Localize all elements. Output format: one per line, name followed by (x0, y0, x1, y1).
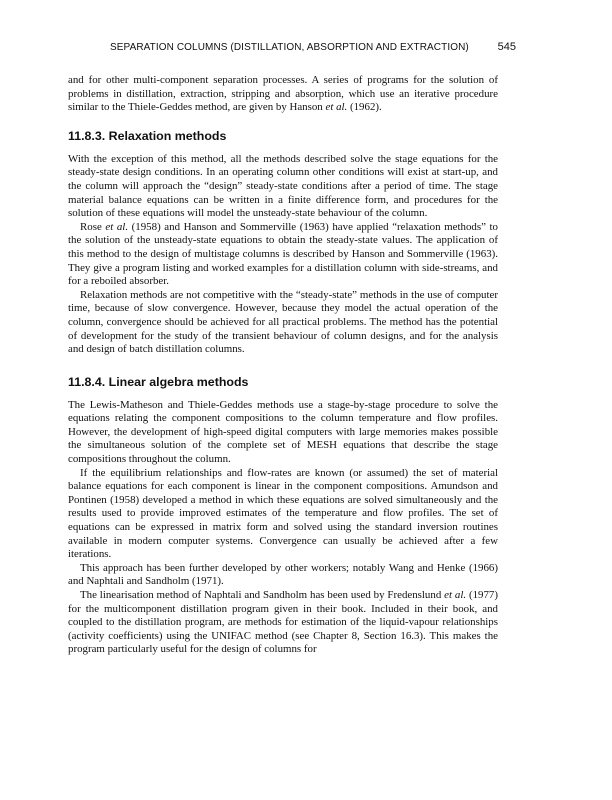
running-header (96, 42, 516, 56)
linear-paragraph-2: If the equilibrium relationships and flow-rates are known (or assumed) the set of material balance equations for each component is linear in the component compositions. Amundson and Pontinen (1958) developed a method in which these equations are solved simultaneously and the results used to provide improved estimates of the temperature and flow profiles. The set of equations can be expressed in matrix form and solved using the standard inversion routines available in modern computer systems. Convergence can usually be achieved after a few iterations. (68, 466, 498, 561)
linear-paragraph-4: The linearisation method of Naphtali and Sandholm has been used by Fredenslund et al. (1977) for the multicomponent distillation program given in their book. Included in their book, and coupled to the distillation program, are methods for estimation of the liquid-vapour relationships (activity coefficients) using the UNIFAC method (see Chapter 8, Section 16.3). This makes the program particularly useful for the design of columns for (68, 589, 499, 656)
relaxation-paragraph-1: With the exception of this method, all the methods described solve the stage equations for the steady-state design conditions. In an operating column other conditions will exist at start-up, and the column will approach the “design” steady-state conditions after a period of time. The stage material balance equations can be written in a finite difference form, and procedures for the solution of these equations will model the unsteady-state behaviour of the column. (68, 152, 498, 220)
section-heading-linear-algebra: 11.8.4. Linear algebra methods (68, 374, 249, 389)
section-heading-relaxation: 11.8.3. Relaxation methods (68, 128, 227, 143)
intro-paragraph: and for other multi-component separation processes. A series of programs for the solution of problems in distillation, extraction, stripping and absorption, which use an iterative procedure similar to the Thiele-Geddes method, are given by Hanson et al. (1962). (68, 74, 498, 114)
running-title: SEPARATION COLUMNS (DISTILLATION, ABSORPTION AND EXTRACTION) (110, 42, 469, 53)
relaxation-paragraph-2: Rose et al. (1958) and Hanson and Sommerville (1963) have applied “relaxation methods” to the solution of the unsteady-state equations to obtain the steady-state values. The application of this method to the design of multistage columns is described by Hanson and Sommerville (1963). They give a program listing and worked examples for a distillation column with side-streams, and for a reboiled absorber. (68, 220, 498, 288)
relaxation-paragraph-3: Relaxation methods are not competitive with the “steady-state” methods in the use of computer time, because of slow convergence. However, because they model the actual operation of the column, convergence should be achieved for all practical problems. The method has the potential of development for the study of the transient behaviour of column designs, and for the analysis and design of batch distillation columns. (68, 288, 498, 356)
linear-paragraph-1: The Lewis-Matheson and Thiele-Geddes methods use a stage-by-stage procedure to solve the equations relating the component compositions to the column temperature and flow profiles. However, the development of high-speed digital computers with large memories makes possible the simultaneous solution of the complete set of MESH equations that describe the stage compositions throughout the column. (68, 398, 498, 466)
body-text (68, 74, 498, 657)
linear-paragraph-3: This approach has been further developed by other workers; notably Wang and Henke (1966) and Naphtali and Sandholm (1971). (68, 561, 498, 588)
page-number: 545 (497, 41, 516, 53)
